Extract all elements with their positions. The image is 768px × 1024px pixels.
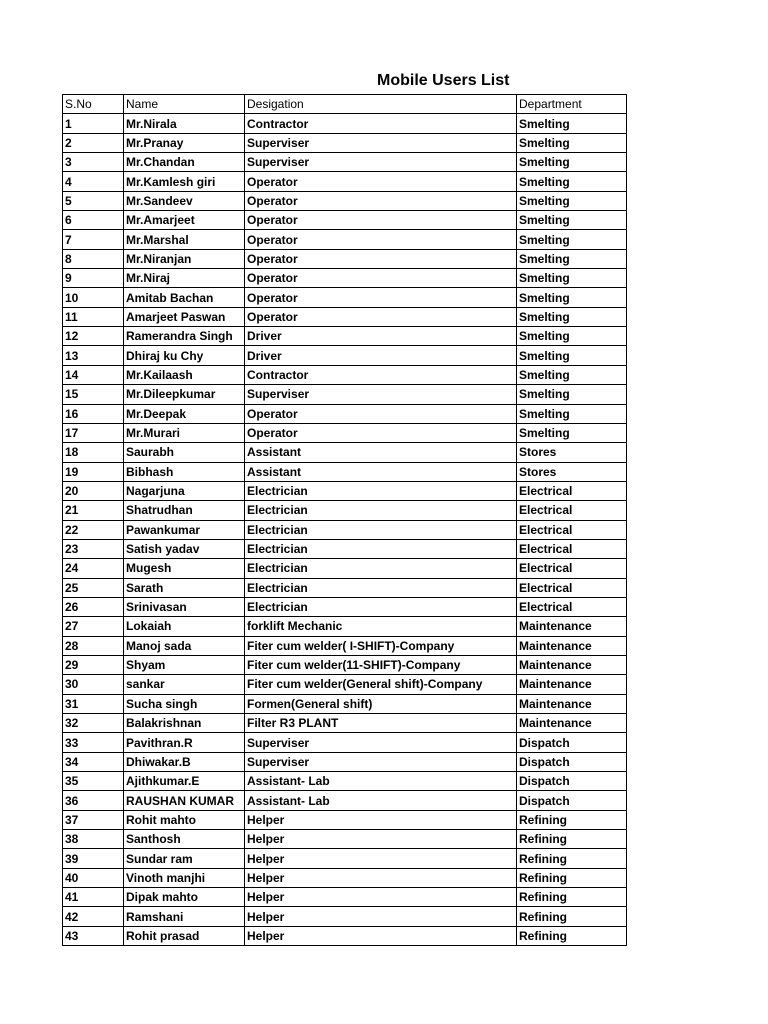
cell-designation: Operator [245, 230, 517, 249]
table-row [63, 481, 627, 500]
cell-name: Mr.Kamlesh giri [124, 172, 245, 191]
cell-name: Sucha singh [124, 694, 245, 713]
cell-sno: 36 [63, 791, 124, 810]
cell-designation: Operator [245, 288, 517, 307]
cell-department: Smelting [517, 153, 627, 172]
cell-name: Pavithran.R [124, 733, 245, 752]
cell-name: Mr.Niraj [124, 269, 245, 288]
cell-department: Electrical [517, 578, 627, 597]
cell-name: Mugesh [124, 559, 245, 578]
cell-sno: 38 [63, 830, 124, 849]
table-row [63, 462, 627, 481]
cell-name: Mr.Marshal [124, 230, 245, 249]
table-row [63, 655, 627, 674]
table-row [63, 559, 627, 578]
cell-sno: 4 [63, 172, 124, 191]
cell-designation: Driver [245, 346, 517, 365]
table-row [63, 675, 627, 694]
cell-name: Dipak mahto [124, 888, 245, 907]
cell-name: Shyam [124, 655, 245, 674]
cell-sno: 9 [63, 269, 124, 288]
cell-sno: 15 [63, 385, 124, 404]
table-row [63, 636, 627, 655]
cell-sno: 32 [63, 714, 124, 733]
table-row [63, 423, 627, 442]
table-row [63, 230, 627, 249]
cell-department: Smelting [517, 211, 627, 230]
cell-designation: Operator [245, 172, 517, 191]
cell-sno: 5 [63, 191, 124, 210]
column-header-name: Name [124, 95, 245, 114]
cell-sno: 34 [63, 752, 124, 771]
cell-designation: Operator [245, 404, 517, 423]
cell-designation: Superviser [245, 752, 517, 771]
cell-designation: Contractor [245, 114, 517, 133]
cell-sno: 3 [63, 153, 124, 172]
cell-name: Vinoth manjhi [124, 868, 245, 887]
cell-name: Shatrudhan [124, 501, 245, 520]
cell-name: Bibhash [124, 462, 245, 481]
cell-sno: 35 [63, 772, 124, 791]
table-row [63, 907, 627, 926]
table-row [63, 810, 627, 829]
cell-designation: Helper [245, 830, 517, 849]
cell-department: Smelting [517, 269, 627, 288]
cell-name: Amarjeet Paswan [124, 307, 245, 326]
cell-department: Dispatch [517, 772, 627, 791]
cell-name: Santhosh [124, 830, 245, 849]
cell-designation: Electrician [245, 559, 517, 578]
cell-designation: Driver [245, 327, 517, 346]
cell-department: Refining [517, 830, 627, 849]
cell-designation: Operator [245, 249, 517, 268]
cell-designation: Helper [245, 849, 517, 868]
cell-designation: forklift Mechanic [245, 617, 517, 636]
cell-designation: Electrician [245, 578, 517, 597]
cell-designation: Electrician [245, 520, 517, 539]
document-title: Mobile Users List [377, 72, 510, 89]
table-row [63, 249, 627, 268]
cell-designation: Helper [245, 926, 517, 945]
cell-name: Ajithkumar.E [124, 772, 245, 791]
cell-department: Electrical [517, 559, 627, 578]
cell-sno: 10 [63, 288, 124, 307]
cell-department: Smelting [517, 327, 627, 346]
cell-name: sankar [124, 675, 245, 694]
cell-sno: 11 [63, 307, 124, 326]
cell-sno: 43 [63, 926, 124, 945]
cell-department: Smelting [517, 172, 627, 191]
table-row [63, 733, 627, 752]
cell-name: Dhiraj ku Chy [124, 346, 245, 365]
cell-designation: Electrician [245, 481, 517, 500]
table-row [63, 772, 627, 791]
cell-sno: 37 [63, 810, 124, 829]
cell-designation: Helper [245, 868, 517, 887]
cell-department: Maintenance [517, 675, 627, 694]
cell-department: Refining [517, 907, 627, 926]
table-row [63, 211, 627, 230]
cell-designation: Assistant- Lab [245, 772, 517, 791]
cell-sno: 42 [63, 907, 124, 926]
cell-designation: Electrician [245, 539, 517, 558]
cell-name: Mr.Niranjan [124, 249, 245, 268]
cell-name: Mr.Dileepkumar [124, 385, 245, 404]
cell-sno: 20 [63, 481, 124, 500]
cell-sno: 2 [63, 133, 124, 152]
cell-name: Mr.Pranay [124, 133, 245, 152]
table-row [63, 714, 627, 733]
cell-sno: 28 [63, 636, 124, 655]
cell-name: Mr.Kailaash [124, 365, 245, 384]
cell-department: Refining [517, 926, 627, 945]
cell-sno: 40 [63, 868, 124, 887]
table-row [63, 830, 627, 849]
cell-designation: Electrician [245, 501, 517, 520]
table-row [63, 153, 627, 172]
table-row [63, 888, 627, 907]
cell-name: Srinivasan [124, 597, 245, 616]
table-row [63, 172, 627, 191]
cell-department: Smelting [517, 114, 627, 133]
cell-department: Smelting [517, 307, 627, 326]
table-row [63, 443, 627, 462]
cell-sno: 17 [63, 423, 124, 442]
cell-designation: Fiter cum welder(General shift)-Company [245, 675, 517, 694]
cell-department: Smelting [517, 249, 627, 268]
cell-department: Smelting [517, 365, 627, 384]
cell-department: Dispatch [517, 791, 627, 810]
cell-sno: 39 [63, 849, 124, 868]
table-row [63, 520, 627, 539]
cell-designation: Filter R3 PLANT [245, 714, 517, 733]
table-row [63, 597, 627, 616]
table-row [63, 365, 627, 384]
cell-designation: Superviser [245, 133, 517, 152]
cell-department: Refining [517, 888, 627, 907]
cell-department: Refining [517, 849, 627, 868]
cell-name: Amitab Bachan [124, 288, 245, 307]
table-row [63, 133, 627, 152]
cell-sno: 33 [63, 733, 124, 752]
cell-designation: Assistant- Lab [245, 791, 517, 810]
cell-sno: 1 [63, 114, 124, 133]
table-row [63, 868, 627, 887]
cell-name: Mr.Murari [124, 423, 245, 442]
cell-department: Electrical [517, 597, 627, 616]
cell-department: Refining [517, 810, 627, 829]
cell-department: Smelting [517, 133, 627, 152]
cell-designation: Superviser [245, 385, 517, 404]
cell-department: Maintenance [517, 714, 627, 733]
table-row [63, 288, 627, 307]
cell-sno: 26 [63, 597, 124, 616]
cell-sno: 16 [63, 404, 124, 423]
cell-designation: Electrician [245, 597, 517, 616]
cell-sno: 19 [63, 462, 124, 481]
cell-department: Dispatch [517, 752, 627, 771]
cell-name: Mr.Chandan [124, 153, 245, 172]
cell-name: Sundar ram [124, 849, 245, 868]
table-row [63, 404, 627, 423]
cell-designation: Operator [245, 269, 517, 288]
table-row [63, 307, 627, 326]
cell-sno: 27 [63, 617, 124, 636]
cell-sno: 8 [63, 249, 124, 268]
cell-designation: Superviser [245, 153, 517, 172]
table-row [63, 849, 627, 868]
cell-designation: Helper [245, 907, 517, 926]
cell-sno: 22 [63, 520, 124, 539]
cell-sno: 24 [63, 559, 124, 578]
users-table [62, 94, 627, 946]
cell-sno: 7 [63, 230, 124, 249]
table-row [63, 269, 627, 288]
table-body [63, 114, 627, 946]
cell-name: Mr.Nirala [124, 114, 245, 133]
cell-designation: Superviser [245, 733, 517, 752]
cell-sno: 41 [63, 888, 124, 907]
cell-name: Rohit mahto [124, 810, 245, 829]
cell-sno: 29 [63, 655, 124, 674]
table-row [63, 114, 627, 133]
cell-department: Smelting [517, 230, 627, 249]
cell-designation: Formen(General shift) [245, 694, 517, 713]
cell-designation: Fiter cum welder(11-SHIFT)-Company [245, 655, 517, 674]
cell-name: Manoj sada [124, 636, 245, 655]
cell-designation: Operator [245, 307, 517, 326]
column-header-sno: S.No [63, 95, 124, 114]
cell-sno: 25 [63, 578, 124, 597]
cell-department: Electrical [517, 481, 627, 500]
cell-department: Smelting [517, 191, 627, 210]
cell-designation: Helper [245, 810, 517, 829]
cell-department: Smelting [517, 385, 627, 404]
cell-name: Rohit prasad [124, 926, 245, 945]
cell-department: Stores [517, 462, 627, 481]
cell-department: Electrical [517, 501, 627, 520]
table-row [63, 385, 627, 404]
cell-designation: Helper [245, 888, 517, 907]
cell-designation: Assistant [245, 443, 517, 462]
cell-sno: 12 [63, 327, 124, 346]
cell-sno: 13 [63, 346, 124, 365]
cell-name: Mr.Deepak [124, 404, 245, 423]
cell-name: Mr.Sandeev [124, 191, 245, 210]
table-row [63, 752, 627, 771]
cell-department: Maintenance [517, 636, 627, 655]
header-row [63, 95, 627, 114]
cell-department: Electrical [517, 520, 627, 539]
table-row [63, 617, 627, 636]
cell-name: Ramerandra Singh [124, 327, 245, 346]
table-row [63, 191, 627, 210]
cell-department: Maintenance [517, 617, 627, 636]
cell-sno: 30 [63, 675, 124, 694]
cell-department: Smelting [517, 288, 627, 307]
column-header-designation: Desigation [245, 95, 517, 114]
cell-name: Ramshani [124, 907, 245, 926]
table-row [63, 791, 627, 810]
cell-name: Pawankumar [124, 520, 245, 539]
table-row [63, 327, 627, 346]
cell-sno: 31 [63, 694, 124, 713]
cell-sno: 21 [63, 501, 124, 520]
cell-sno: 14 [63, 365, 124, 384]
cell-department: Electrical [517, 539, 627, 558]
cell-name: Lokaiah [124, 617, 245, 636]
cell-name: Dhiwakar.B [124, 752, 245, 771]
cell-designation: Contractor [245, 365, 517, 384]
cell-sno: 23 [63, 539, 124, 558]
table-row [63, 694, 627, 713]
cell-name: Nagarjuna [124, 481, 245, 500]
cell-designation: Operator [245, 423, 517, 442]
cell-name: Balakrishnan [124, 714, 245, 733]
cell-department: Refining [517, 868, 627, 887]
cell-designation: Fiter cum welder( I-SHIFT)-Company [245, 636, 517, 655]
table-row [63, 926, 627, 945]
table-row [63, 346, 627, 365]
table-row [63, 501, 627, 520]
cell-department: Smelting [517, 404, 627, 423]
table-row [63, 578, 627, 597]
cell-designation: Operator [245, 211, 517, 230]
cell-name: Saurabh [124, 443, 245, 462]
cell-department: Stores [517, 443, 627, 462]
cell-sno: 6 [63, 211, 124, 230]
cell-name: Sarath [124, 578, 245, 597]
cell-name: RAUSHAN KUMAR [124, 791, 245, 810]
cell-department: Maintenance [517, 694, 627, 713]
cell-name: Satish yadav [124, 539, 245, 558]
cell-department: Smelting [517, 423, 627, 442]
column-header-department: Department [517, 95, 627, 114]
cell-department: Dispatch [517, 733, 627, 752]
cell-designation: Assistant [245, 462, 517, 481]
cell-sno: 18 [63, 443, 124, 462]
cell-designation: Operator [245, 191, 517, 210]
cell-department: Smelting [517, 346, 627, 365]
table-row [63, 539, 627, 558]
cell-name: Mr.Amarjeet [124, 211, 245, 230]
cell-department: Maintenance [517, 655, 627, 674]
